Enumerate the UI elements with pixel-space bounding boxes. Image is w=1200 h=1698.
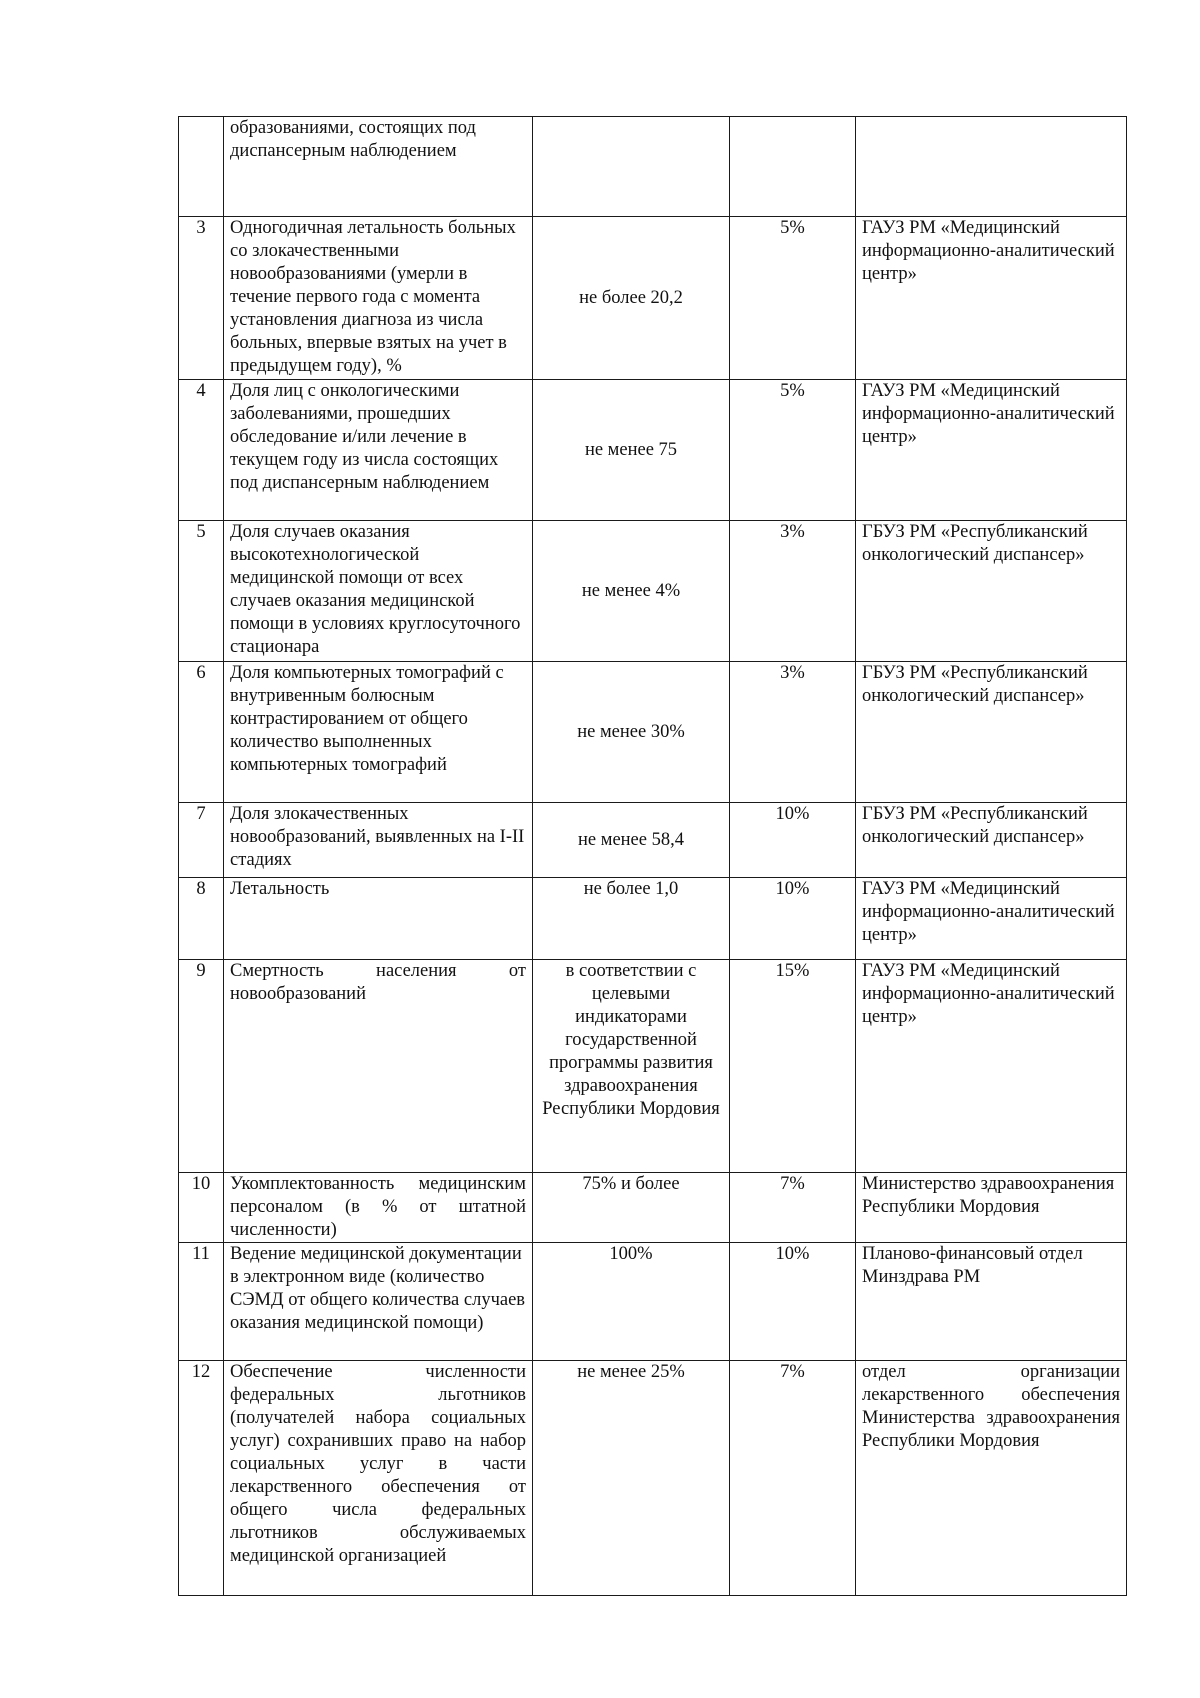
weight-value: 10% — [730, 1243, 856, 1361]
indicator-name: Обеспечение численности федеральных льготников (получателей набора социальных услуг) сохранивших право на набор социальных услуг в части лекарственного обеспечения от общего числа федеральных льготников обслуживаемых медицинской организацией — [224, 1361, 533, 1596]
table-row — [179, 521, 1127, 662]
row-number: 10 — [179, 1173, 224, 1243]
responsible-org: ГБУЗ РМ «Республиканский онкологический диспансер» — [856, 662, 1127, 803]
responsible-org: ГАУЗ РМ «Медицинский информационно-аналитический центр» — [856, 380, 1127, 521]
target-value: не менее 30% — [533, 662, 730, 803]
weight-value: 15% — [730, 960, 856, 1173]
target-value: в соответствии с целевыми индикаторами государственной программы развития здравоохранения Республики Мордовия — [533, 960, 730, 1173]
indicator-name — [224, 960, 533, 1173]
row-number: 5 — [179, 521, 224, 662]
indicator-name: Доля злокачественных новообразований, выявленных на I-II стадиях — [224, 803, 533, 878]
weight-value: 10% — [730, 878, 856, 960]
table-row — [179, 662, 1127, 803]
responsible-org: ГБУЗ РМ «Республиканский онкологический диспансер» — [856, 803, 1127, 878]
weight-value: 7% — [730, 1173, 856, 1243]
indicator-name: Доля компьютерных томографий с внутривенным болюсным контрастированием от общего количество выполненных компьютерных томографий — [224, 662, 533, 803]
indicator-name-text: Смертность населения от новообразований — [230, 961, 526, 1004]
row-number: 4 — [179, 380, 224, 521]
target-value: 100% — [533, 1243, 730, 1361]
indicator-name: Одногодичная летальность больных со злокачественными новообразованиями (умерли в течение первого года с момента установления диагноза из числа больных, впервые взятых на учет в предыдущем году), % — [224, 217, 533, 380]
indicators-table — [178, 116, 1127, 1596]
responsible-org: ГАУЗ РМ «Медицинский информационно-аналитический центр» — [856, 217, 1127, 380]
target-value: не более 20,2 — [533, 217, 730, 380]
weight-value: 3% — [730, 662, 856, 803]
target-value: не менее 75 — [533, 380, 730, 521]
indicator-name: Укомплектованность медицинским персоналом (в % от штатной численности) — [224, 1173, 533, 1243]
table-row — [179, 960, 1127, 1173]
table-row — [179, 803, 1127, 878]
indicator-name: Ведение медицинской документации в электронном виде (количество СЭМД от общего количества случаев оказания медицинской помощи) — [224, 1243, 533, 1361]
target-value: не менее 58,4 — [533, 803, 730, 878]
indicator-name: Летальность — [224, 878, 533, 960]
responsible-org: ГАУЗ РМ «Медицинский информационно-аналитический центр» — [856, 878, 1127, 960]
table-row — [179, 878, 1127, 960]
row-number: 8 — [179, 878, 224, 960]
table-row — [179, 1361, 1127, 1596]
target-value: не менее 4% — [533, 521, 730, 662]
row-number: 9 — [179, 960, 224, 1173]
target-value: 75% и более — [533, 1173, 730, 1243]
responsible-org: ГБУЗ РМ «Республиканский онкологический диспансер» — [856, 521, 1127, 662]
weight-value: 5% — [730, 380, 856, 521]
target-value: не менее 25% — [533, 1361, 730, 1596]
target-value: не более 1,0 — [533, 878, 730, 960]
responsible-org: Министерство здравоохранения Республики Мордовия — [856, 1173, 1127, 1243]
responsible-org — [856, 117, 1127, 217]
target-value — [533, 117, 730, 217]
row-number: 7 — [179, 803, 224, 878]
weight-value: 10% — [730, 803, 856, 878]
weight-value: 5% — [730, 217, 856, 380]
row-number: 12 — [179, 1361, 224, 1596]
table-row — [179, 1173, 1127, 1243]
responsible-org: ГАУЗ РМ «Медицинский информационно-аналитический центр» — [856, 960, 1127, 1173]
table-row — [179, 217, 1127, 380]
responsible-org: Планово-финансовый отдел Минздрава РМ — [856, 1243, 1127, 1361]
weight-value — [730, 117, 856, 217]
row-number — [179, 117, 224, 217]
responsible-org: отдел организации лекарственного обеспечения Министерства здравоохранения Республики Мордовия — [856, 1361, 1127, 1596]
weight-value: 7% — [730, 1361, 856, 1596]
weight-value: 3% — [730, 521, 856, 662]
table-row — [179, 117, 1127, 217]
indicator-name: Доля лиц с онкологическими заболеваниями, прошедших обследование и/или лечение в текущем году из числа состоящих под диспансерным наблюдением — [224, 380, 533, 521]
row-number: 3 — [179, 217, 224, 380]
table-row — [179, 380, 1127, 521]
indicator-name: образованиями, состоящих под диспансерным наблюдением — [224, 117, 533, 217]
row-number: 6 — [179, 662, 224, 803]
table-row — [179, 1243, 1127, 1361]
indicator-name: Доля случаев оказания высокотехнологической медицинской помощи от всех случаев оказания медицинской помощи в условиях круглосуточного стационара — [224, 521, 533, 662]
row-number: 11 — [179, 1243, 224, 1361]
